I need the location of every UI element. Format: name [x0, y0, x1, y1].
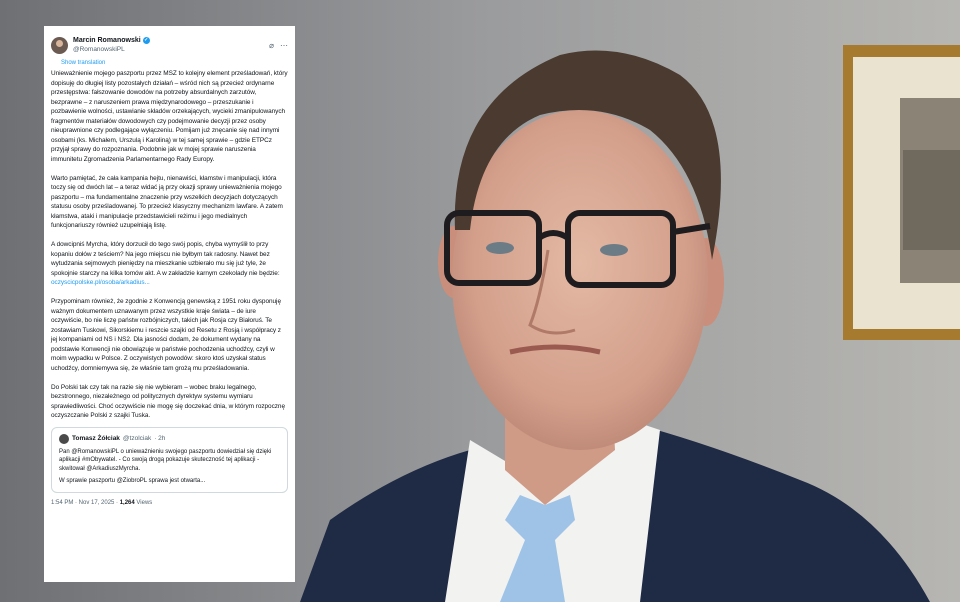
quote-text-2: W sprawie paszportu @ZiobroPL sprawa jest otwarta...: [59, 478, 206, 484]
tweet-timestamp[interactable]: 1:54 PM · Nov 17, 2025 ·: [51, 499, 120, 506]
tweet-header: [51, 34, 288, 56]
tweet-paragraph: A dowcipniś Myrcha, który dorzucił do tego swój popis, chyba wymyślił to przy kopaniu dołów z teściem? Na jego miejscu nie byłbym tak radosny. Nawet bez wytudzania sejmowych pieniędzy na mieszkanie uzbierało mu się już tyle, że spokojnie starczy na kilka tomów akt. A w zakładzie karnym czekolady nie będzie:: [51, 241, 280, 277]
show-translation-link[interactable]: Show translation: [61, 60, 106, 66]
view-count: 1,264: [119, 499, 135, 506]
author-handle[interactable]: @RomanowskiPL: [73, 46, 125, 53]
quote-text: Pan @RomanowskiPL o unieważnieniu swojego paszportu dowiedział się dzięki aplikacji #mObywatel. - Co swoją drogą pokazuje skuteczność tej aplikacji - skwitował @ArkadiuszMyrcha.: [59, 448, 272, 472]
quote-author-avatar: [59, 434, 69, 444]
grok-icon[interactable]: ⌀: [269, 40, 274, 50]
quoted-tweet[interactable]: [51, 427, 288, 493]
tweet-paragraph: Warto pamiętać, że cała kampania hejtu, nienawiści, kłamstw i manipulacji, która toczy się od dwóch lat – a teraz widać ją przy okazji sprawy unieważnienia mojego paszportu – ma fundamentalne znaczenie przy wszelkich decyzjach dotyczących statusu osoby prześladowanej. To przecież klasyczny mechanizm lawfare. A zatem kłamstwa, ataki i manipulacje przedstawicieli reżimu i jego medialnych funkcjonariuszy również uzupełniają listę.: [51, 174, 283, 229]
verified-badge-icon: ✓: [144, 37, 149, 43]
author-avatar[interactable]: [51, 37, 68, 54]
author-name[interactable]: Marcin Romanowski: [73, 37, 141, 44]
tweet-paragraph: Unieważnienie mojego paszportu przez MSZ to kolejny element prześladowań, który dopisuję do długiej listy pozostałych działań – wśród nich są przecież ordynarne przestępstwa: fałszowanie dowodów na potrzeby absurdalnych zarzutów, bezprawne – z naruszeniem prawa międzynarodowego – przeszukanie i pozbawienie wolności, ustawianie składów orzekających, wycieki zmanipulowanych fragmentów materiałów dowodowych czy podejmowanie decyzji przez osoby nieuprawnione czy podlegające wyłączeniu. Pomijam już znęcanie się nad innymi osobami (ks. Michałem, Urszulą i Karoliną) w tej samej sprawie – gdzie ETPCz przyjął sprawy do rozpoznania. Podobnie jak w mojej sprawie naruszenia immunitetu Zgromadzenia Parlamentarnego Rady Europy.: [51, 70, 288, 163]
tweet-paragraph: Do Polski tak czy tak na razie się nie wybieram – wobec braku legalnego, bezstronnego, niezależnego od politycznych dyrektyw systemu wymiaru sprawiedliwości. Choć oczywiście nie mogę się doczekać dnia, w którym rozpocznę oczyszczanie Polski z szajki Tuska.: [51, 383, 285, 419]
tweet-meta: [51, 500, 288, 506]
more-icon[interactable]: ⋯: [280, 40, 288, 50]
views-label: Views: [134, 499, 153, 506]
quote-author-handle: @tzolciak: [122, 435, 152, 442]
tweet-body: [51, 69, 288, 421]
tweet-paragraph: Przypominam również, że zgodnie z Konwencją genewską z 1951 roku dysponuję ważnym dokumentem uznawanym przez wszystkie kraje świata – de iure oczywiście, bo nie liczę państw rozbójniczych, takich jak Rosja czy Białoruś. Te zostawiam Tuskowi, Sikorskiemu i reszcie szajki od Resetu z Rosją i współpracy z jej kompaniami od NS i NS2. Dla jasności dodam, że dokument wydany na podstawie Konwencji nie obowiązuje w państwie pochodzenia uchodźcy, czyli w moim wypadku w Polsce. Z oczywistych powodów: skoro ktoś uzyskał status uchodźcy, domniemywa się, że właśnie tam grożą mu prześladowania.: [51, 298, 281, 372]
tweet-card: [44, 26, 295, 582]
quote-author-name: Tomasz Żółciak: [72, 435, 120, 442]
wall-picture-frame: [843, 45, 960, 340]
tweet-link[interactable]: oczyscicpolske.pl/osoba/arkadius...: [51, 279, 150, 286]
quote-age: · 2h: [154, 435, 166, 442]
